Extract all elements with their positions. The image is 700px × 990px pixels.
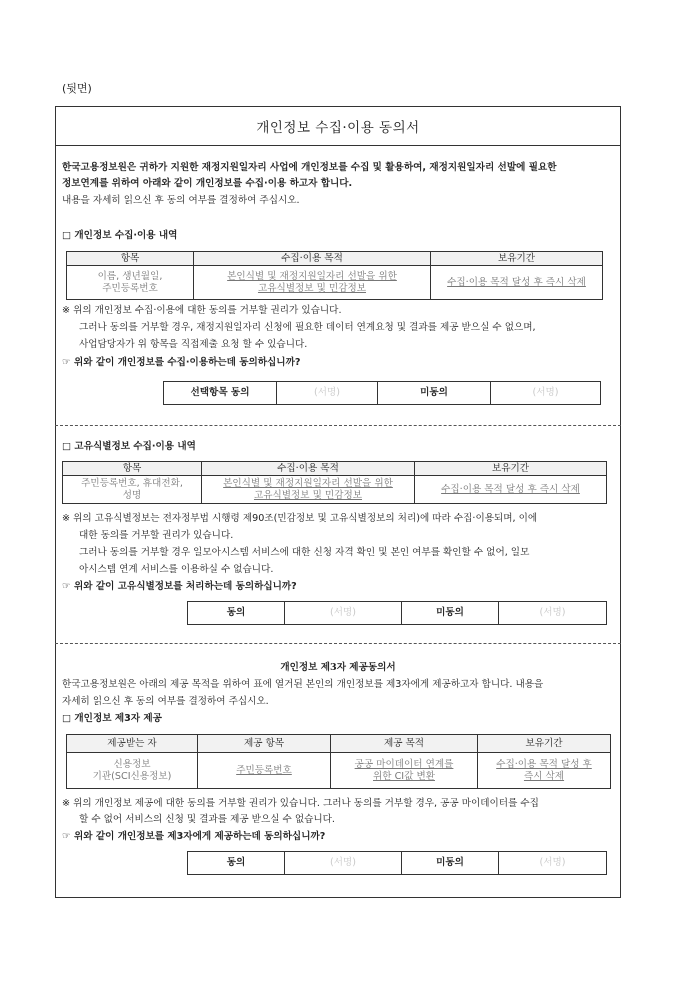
section3-question: ☞ 위와 같이 개인정보를 제3자에게 제공하는데 동의하십니까? [62, 831, 326, 842]
cell-item: 주민등록번호 [198, 753, 331, 789]
disagree-label: 미동의 [402, 852, 499, 875]
cell-item: 이름, 생년월일, 주민등록번호 [67, 266, 194, 300]
cell-purpose: 본인식별 및 재정지원일자리 선발을 위한 고유식별정보 및 민감정보 [202, 476, 415, 504]
disagree-label: 미동의 [402, 602, 499, 625]
col-header-period: 보유기간 [431, 252, 603, 266]
third-party-title: 개인정보 제3자 제공동의서 [280, 662, 396, 673]
col-header-recipient: 제공받는 자 [67, 735, 198, 753]
section1-signature-table [163, 381, 601, 405]
dashed-divider [55, 425, 621, 426]
collection-table [66, 251, 603, 300]
cell-period: 수집·이용 목적 달성 후 즉시 삭제 [431, 266, 603, 300]
disagree-signature-field[interactable]: (서명) [499, 852, 607, 875]
cell-recipient: 신용정보 기관(SCI신용정보) [67, 753, 198, 789]
intro-line-1: 한국고용정보원은 귀하가 지원한 재정지원일자리 사업에 개인정보를 수집 및 활용하여, 재정지원일자리 선발에 필요한 [62, 162, 557, 173]
document-title: 개인정보 수집·이용 동의서 [55, 106, 621, 146]
col-header-item: 제공 항목 [198, 735, 331, 753]
section2-signature-table [187, 601, 607, 625]
section3-heading: □ 개인정보 제3자 제공 [62, 713, 162, 724]
section3-note-2: 할 수 없어 서비스의 신청 및 결과를 제공 받으실 수 없습니다. [79, 814, 335, 825]
agree-label: 동의 [188, 852, 285, 875]
col-header-period: 보유기간 [415, 462, 607, 476]
section3-signature-table [187, 851, 607, 875]
agree-label: 동의 [188, 602, 285, 625]
col-header-purpose: 제공 목적 [331, 735, 478, 753]
agree-signature-field[interactable]: (서명) [277, 382, 378, 405]
agree-signature-field[interactable]: (서명) [285, 852, 402, 875]
col-header-period: 보유기간 [478, 735, 611, 753]
col-header-purpose: 수집·이용 목적 [202, 462, 415, 476]
cell-period: 수집·이용 목적 달성 후 즉시 삭제 [415, 476, 607, 504]
cell-purpose: 본인식별 및 재정지원일자리 선발을 위한 고유식별정보 및 민감정보 [194, 266, 431, 300]
section2-note-1: ※ 위의 고유식별정보는 전자정부법 시행령 제90조(민감정보 및 고유식별정보의 처리)에 따라 수집·이용되며, 이에 [62, 513, 538, 524]
section3-note-1: ※ 위의 개인정보 제공에 대한 동의를 거부할 권리가 있습니다. 그러나 동의를 거부할 경우, 공공 마이데이터를 수집 [62, 798, 539, 809]
third-party-table [66, 734, 611, 789]
unique-id-table [62, 461, 607, 504]
disagree-label: 미동의 [378, 382, 491, 405]
intro-line-3: 내용을 자세히 읽으신 후 동의 여부를 결정하여 주십시오. [62, 195, 300, 206]
section2-heading: □ 고유식별정보 수집·이용 내역 [62, 441, 196, 452]
section3-intro-2: 자세히 읽으신 후 동의 여부를 결정하여 주십시오. [62, 696, 269, 707]
section3-intro-1: 한국고용정보원은 아래의 제공 목적을 위하여 표에 열거된 본인의 개인정보를 제3자에게 제공하고자 합니다. 내용을 [62, 679, 544, 690]
section1-note-3: 사업담당자가 위 항목을 직접제출 요청 할 수 있습니다. [79, 339, 308, 350]
intro-line-2: 정보연계를 위하여 아래와 같이 개인정보를 수집·이용 하고자 합니다. [62, 178, 353, 189]
section1-heading: □ 개인정보 수집·이용 내역 [62, 230, 178, 241]
col-header-item: 항목 [63, 462, 202, 476]
section2-question: ☞ 위와 같이 고유식별정보를 처리하는데 동의하십니까? [62, 581, 297, 592]
section1-note-2: 그러나 동의를 거부할 경우, 재정지원일자리 신청에 필요한 데이터 연계요청 및 결과를 제공 받으실 수 없으며, [79, 322, 536, 333]
section1-note-1: ※ 위의 개인정보 수집·이용에 대한 동의를 거부할 권리가 있습니다. [62, 305, 342, 316]
section2-note-2: 대한 동의를 거부할 권리가 있습니다. [79, 530, 234, 541]
cell-item: 주민등록번호, 휴대전화, 성명 [63, 476, 202, 504]
agree-label: 선택항목 동의 [164, 382, 277, 405]
dashed-divider [55, 643, 621, 644]
backside-label: (뒷면) [62, 82, 92, 95]
section2-note-4: 아시스템 연계 서비스를 이용하실 수 없습니다. [79, 564, 274, 575]
section1-question: ☞ 위와 같이 개인정보를 수집·이용하는데 동의하십니까? [62, 357, 301, 368]
col-header-purpose: 수집·이용 목적 [194, 252, 431, 266]
disagree-signature-field[interactable]: (서명) [491, 382, 601, 405]
cell-period: 수집·이용 목적 달성 후 즉시 삭제 [478, 753, 611, 789]
section2-note-3: 그러나 동의를 거부할 경우 일모아시스템 서비스에 대한 신청 자격 확인 및 본인 여부를 확인할 수 없어, 일모 [79, 547, 530, 558]
agree-signature-field[interactable]: (서명) [285, 602, 402, 625]
cell-purpose: 공공 마이데이터 연계를 위한 CI값 변환 [331, 753, 478, 789]
col-header-item: 항목 [67, 252, 194, 266]
disagree-signature-field[interactable]: (서명) [499, 602, 607, 625]
